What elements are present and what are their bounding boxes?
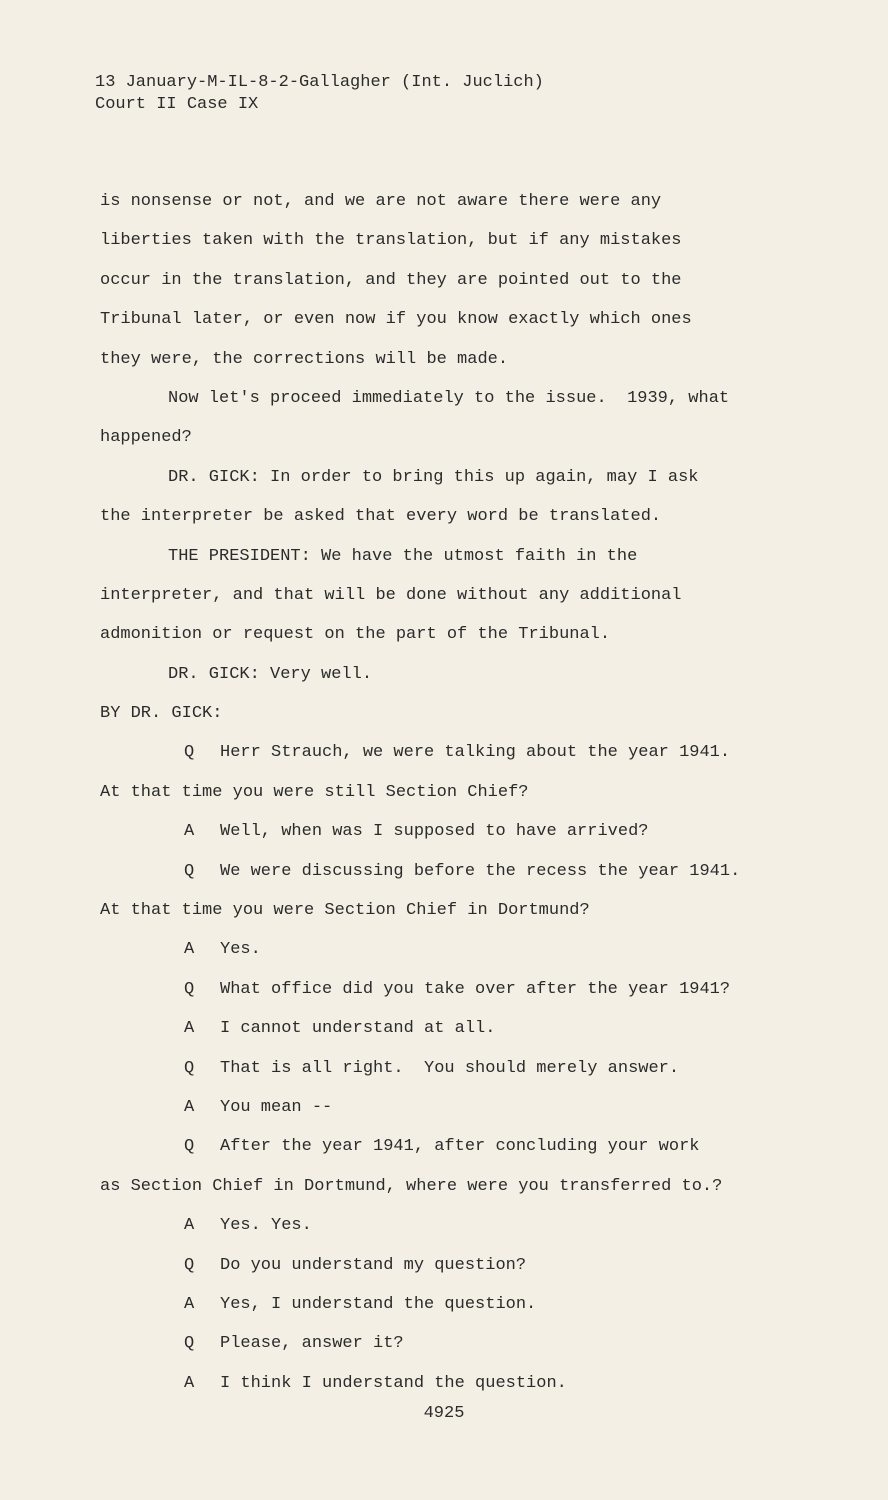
line-text: DR. GICK: Very well. (168, 664, 373, 684)
line-text: interpreter, and that will be done without any additional (100, 585, 682, 605)
line-text: Tribunal later, or even now if you know exactly which ones (100, 310, 692, 330)
line-text: What office did you take over after the year 1941? (220, 979, 731, 999)
line-text: as Section Chief in Dortmund, where were you transferred to.? (100, 1176, 723, 1196)
line-text: You mean -- (220, 1097, 333, 1117)
answer-marker: A (184, 1019, 195, 1039)
qa-line (100, 1088, 820, 1127)
qa-line (100, 852, 820, 891)
page-number: 4925 (423, 1404, 465, 1423)
line-text: We were discussing before the recess the year 1941. (220, 861, 741, 881)
qa-line (100, 1206, 820, 1245)
line-text: Yes. (220, 940, 261, 960)
transcript-line (100, 221, 820, 260)
page-header (95, 72, 544, 116)
line-text: At that time you were Section Chief in Dortmund? (100, 901, 590, 921)
qa-line (100, 1285, 820, 1324)
line-text: they were, the corrections will be made. (100, 349, 509, 369)
qa-line (100, 930, 820, 969)
line-text: liberties taken with the translation, but if any mistakes (100, 231, 682, 251)
transcript-body (100, 182, 820, 1403)
transcript-line (100, 340, 820, 379)
qa-line (100, 1009, 820, 1048)
answer-marker: A (184, 1373, 195, 1393)
transcript-line (100, 891, 820, 930)
transcript-line (100, 694, 820, 733)
line-text: I cannot understand at all. (220, 1019, 496, 1039)
transcript-line (100, 576, 820, 615)
transcript-line (100, 1167, 820, 1206)
transcript-line (100, 379, 820, 418)
answer-marker: A (184, 940, 195, 960)
line-text: I think I understand the question. (220, 1373, 567, 1393)
question-marker: Q (184, 743, 195, 763)
line-text: admonition or request on the part of the Tribunal. (100, 625, 611, 645)
transcript-line (100, 615, 820, 654)
answer-marker: A (184, 1097, 195, 1117)
line-text: Well, when was I supposed to have arrived? (220, 822, 649, 842)
question-marker: Q (184, 1334, 195, 1354)
answer-marker: A (184, 1216, 195, 1236)
qa-line (100, 1049, 820, 1088)
line-text: THE PRESIDENT: We have the utmost faith in the (168, 546, 638, 566)
header-line-2: Court II Case IX (95, 95, 259, 114)
question-marker: Q (184, 1137, 195, 1157)
qa-line (100, 1364, 820, 1403)
transcript-line (100, 300, 820, 339)
transcript-line (100, 773, 820, 812)
line-text: Please, answer it? (220, 1334, 404, 1354)
line-text: At that time you were still Section Chief? (100, 782, 529, 802)
qa-line (100, 733, 820, 772)
qa-line (100, 812, 820, 851)
line-text: happened? (100, 428, 192, 448)
line-text: That is all right. You should merely answer. (220, 1058, 680, 1078)
line-text: Yes. Yes. (220, 1216, 312, 1236)
line-text: Herr Strauch, we were talking about the year 1941. (220, 743, 731, 763)
line-text: BY DR. GICK: (100, 704, 223, 724)
answer-marker: A (184, 1294, 195, 1314)
transcript-line (100, 418, 820, 457)
qa-line (100, 1127, 820, 1166)
question-marker: Q (184, 1255, 195, 1275)
transcript-line (100, 182, 820, 221)
transcript-line (100, 497, 820, 536)
header-line-1: 13 January-M-IL-8-2-Gallagher (Int. Juclich) (95, 73, 544, 92)
line-text: the interpreter be asked that every word be translated. (100, 507, 662, 527)
line-text: Do you understand my question? (220, 1255, 527, 1275)
qa-line (100, 1246, 820, 1285)
line-text: DR. GICK: In order to bring this up again, may I ask (168, 467, 699, 487)
question-marker: Q (184, 1058, 195, 1078)
transcript-line (100, 655, 820, 694)
line-text: Yes, I understand the question. (220, 1294, 537, 1314)
line-text: Now let's proceed immediately to the issue. 1939, what (168, 388, 730, 408)
qa-line (100, 970, 820, 1009)
question-marker: Q (184, 861, 195, 881)
transcript-line (100, 458, 820, 497)
qa-line (100, 1324, 820, 1363)
question-marker: Q (184, 979, 195, 999)
line-text: is nonsense or not, and we are not aware there were any (100, 192, 662, 211)
line-text: occur in the translation, and they are pointed out to the (100, 270, 682, 290)
transcript-line (100, 261, 820, 300)
line-text: After the year 1941, after concluding your work (220, 1137, 700, 1157)
transcript-line (100, 537, 820, 576)
answer-marker: A (184, 822, 195, 842)
